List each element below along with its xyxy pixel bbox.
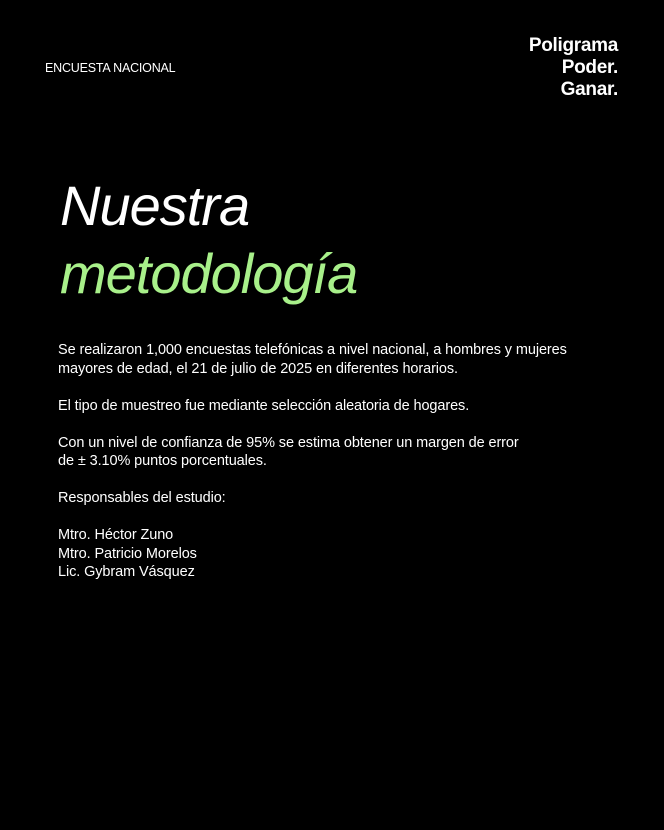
- paragraph-survey-line-2: mayores de edad, el 21 de julio de 2025 en diferentes horarios.: [58, 360, 458, 377]
- responsables-heading: Responsables del estudio:: [58, 490, 226, 506]
- methodology-text: [58, 341, 618, 582]
- survey-label: ENCUESTA NACIONAL: [45, 61, 176, 75]
- title-line-1: Nuestra: [60, 174, 250, 237]
- paragraph-survey: [58, 341, 618, 378]
- responsable-name: Mtro. Patricio Morelos: [58, 545, 197, 562]
- paragraph-confidence-line-2: de ± 3.10% puntos porcentuales.: [58, 453, 267, 469]
- brand-line-1: Poligrama: [528, 35, 618, 56]
- responsable-name: Lic. Gybram Vásquez: [58, 564, 195, 580]
- page-title: [60, 172, 357, 308]
- paragraph-confidence-line-1: Con un nivel de confianza de 95% se estima obtener un margen de error: [58, 434, 519, 451]
- responsable-name: Mtro. Héctor Zuno: [58, 527, 174, 543]
- brand-line-2: Poder.: [561, 57, 618, 78]
- title-line-2: metodología: [60, 242, 358, 305]
- paragraph-sampling: El tipo de muestreo fue mediante selección aleatoria de hogares.: [58, 397, 470, 414]
- brand-logo: [529, 35, 618, 101]
- brand-line-3: Ganar.: [560, 79, 618, 100]
- paragraph-confidence: [58, 434, 618, 471]
- responsables-list: [58, 526, 618, 582]
- paragraph-survey-line-1: Se realizaron 1,000 encuestas telefónicas a nivel nacional, a hombres y mujeres: [58, 342, 567, 358]
